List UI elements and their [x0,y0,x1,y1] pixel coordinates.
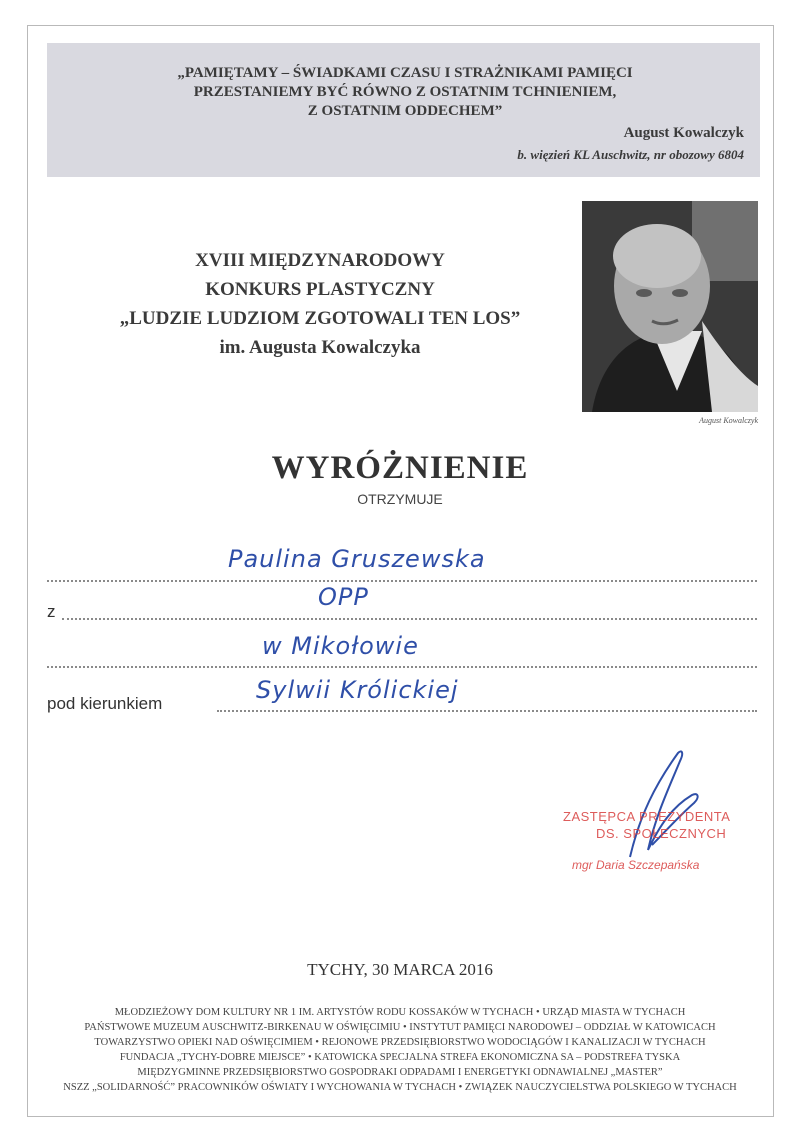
contest-line: KONKURS PLASTYCZNY [205,279,435,300]
quote-line: Z OSTATNIM ODDECHEM” [307,103,503,119]
school-line [62,616,757,620]
portrait-image [582,201,758,412]
sponsor-line: TOWARZYSTWO OPIEKI NAD OŚWIĘCIMIEM • REJONOWE PRZEDSIĘBIORSTWO WODOCIĄGÓW I KANALIZACJI W TYCHACH [94,1037,706,1048]
sponsor-line: FUNDACJA „TYCHY-DOBRE MIEJSCE” • KATOWICKA SPECJALNA STREFA EKONOMICZNA SA – PODSTREFA TYSKA [119,1052,681,1063]
from-label: z [47,602,56,621]
stamp-name: mgr Daria Szczepańska [572,858,700,872]
quote [60,64,750,121]
quote-author: August Kowalczyk [623,125,744,141]
recipient-name: Paulina Gruszewska [228,545,486,573]
stamp-subtitle: DS. SPOŁECZNYCH [596,826,727,841]
award-subtitle: OTRZYMUJE [357,491,443,507]
award-title: WYRÓŻNIENIE [271,450,529,486]
contest-line: im. Augusta Kowalczyka [219,337,421,358]
portrait-photo [582,201,758,412]
place-line [47,664,757,668]
contest-heading [90,246,550,362]
stamp-title: ZASTĘPCA PREZYDENTA [563,809,731,824]
school-place: w Mikołowie [262,632,419,660]
quote-line: PRZESTANIEMY BYĆ RÓWNO Z OSTATNIM TCHNIENIEM, [193,84,617,100]
sponsor-line: NSZZ „SOLIDARNOŚĆ” PRACOWNIKÓW OŚWIATY I WYCHOWANIA W TYCHACH • ZWIĄZEK NAUCZYCIELSTWA POLSKIEGO W TYCHACH [63,1082,737,1093]
sponsors-list [40,1005,760,1095]
photo-caption: August Kowalczyk [699,416,758,425]
date-place: TYCHY, 30 MARCA 2016 [307,960,493,979]
supervisor-name: Sylwii Królickiej [256,676,459,704]
school-name: OPP [318,583,369,611]
sponsor-line: PAŃSTWOWE MUZEUM AUSCHWITZ-BIRKENAU W OŚWIĘCIMIU • INSTYTUT PAMIĘCI NARODOWEJ – ODDZIAŁ W KATOWICACH [84,1022,716,1033]
quote-line: „PAMIĘTAMY – ŚWIADKAMI CZASU I STRAŻNIKAMI PAMIĘCI [177,65,633,81]
contest-line: XVIII MIĘDZYNARODOWY [195,250,445,271]
sponsor-line: MIĘDZYGMINNE PRZEDSIĘBIORSTWO GOSPODRAKI ODPADAMI I ENERGETYKI ODNAWIALNEJ „MASTER” [137,1067,663,1078]
signature [560,745,710,865]
contest-line: „LUDZIE LUDZIOM ZGOTOWALI TEN LOS” [119,308,521,329]
supervisor-label: pod kierunkiem [47,694,163,713]
quote-author-note: b. więzień KL Auschwitz, nr obozowy 6804 [517,147,744,162]
supervisor-line [217,708,757,712]
name-line [47,578,757,582]
sponsor-line: MŁODZIEŻOWY DOM KULTURY NR 1 IM. ARTYSTÓW RODU KOSSAKÓW W TYCHACH • URZĄD MIASTA W TYCHACH [114,1007,686,1018]
